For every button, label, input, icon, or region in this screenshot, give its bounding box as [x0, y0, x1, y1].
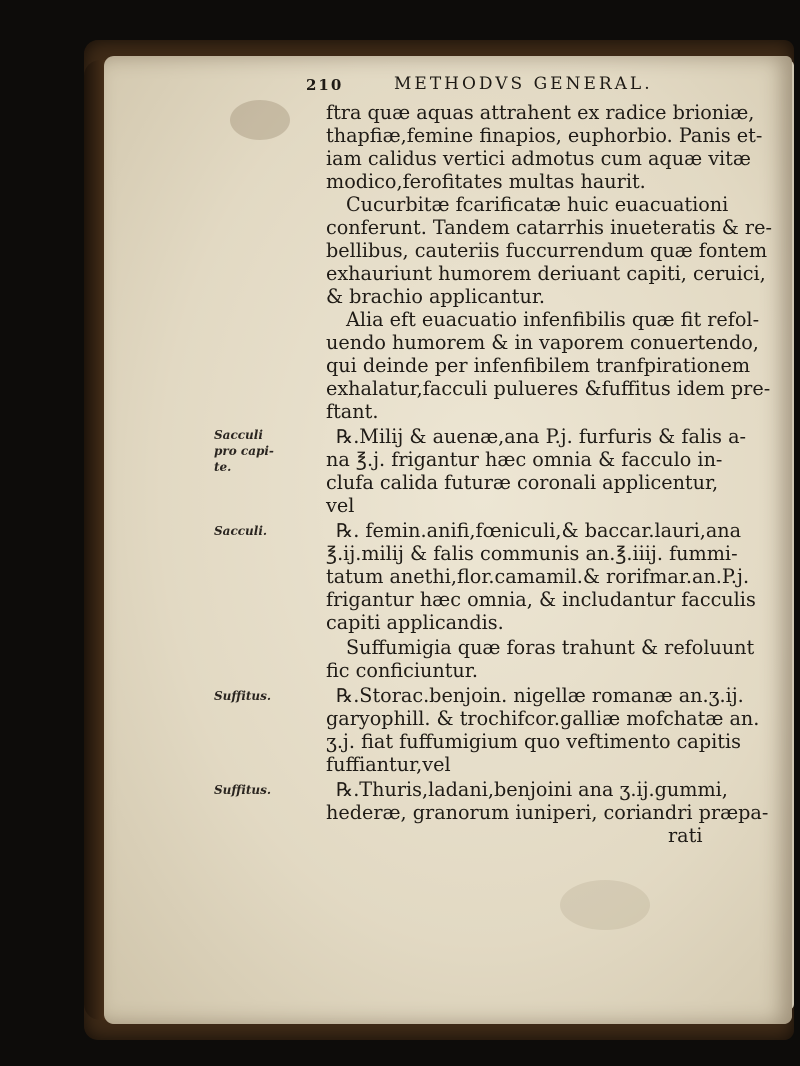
paper-stain	[230, 100, 290, 140]
text-line: rati	[668, 824, 703, 847]
text-line: qui deinde per infenfibilem tranfpirationem	[326, 354, 751, 377]
text-line: tatum anethi,flor.camamil.& rorifmar.an.P.j.	[326, 565, 750, 588]
text-line: ℞.Milij & auenæ,ana P.j. furfuris & falis a-	[336, 425, 747, 448]
text-line: vel	[326, 494, 355, 517]
text-line: ℥.ij.milij & falis communis an.℥.iiij. fummi-	[326, 542, 738, 565]
margin-note: Sacculi	[214, 428, 263, 442]
text-line: iam calidus vertici admotus cum aquæ vitæ	[326, 147, 751, 170]
page-header	[302, 72, 742, 100]
text-line: bellibus, cauteriis fuccurrendum quæ fontem	[326, 239, 768, 262]
text-line: capiti applicandis.	[326, 611, 504, 634]
margin-note: Suffitus.	[214, 689, 272, 703]
text-line: Alia eft euacuatio infenfibilis quæ fit refol-	[346, 308, 760, 331]
text-line: fuffiantur,vel	[326, 753, 451, 776]
text-line: & brachio applicantur.	[326, 285, 546, 308]
text-line: uendo humorem & in vaporem conuertendo,	[326, 331, 759, 354]
text-line: na ℥.j. frigantur hæc omnia & facculo in-	[326, 448, 723, 471]
text-line: ℞.Storac.benjoin. nigellæ romanæ an.ʒ.ij.	[336, 684, 744, 707]
margin-note: Sacculi.	[214, 524, 268, 538]
text-line: ftant.	[326, 400, 379, 423]
text-line: conferunt. Tandem catarrhis inueteratis & re-	[326, 216, 772, 239]
text-line: clufa calida futuræ coronali applicentur,	[326, 471, 719, 494]
text-line: exhauriunt humorem deriuant capiti, ceruici,	[326, 262, 766, 285]
text-line: ʒ.j. fiat fuffumigium quo veftimento capitis	[326, 730, 741, 753]
text-line: fic conficiuntur.	[326, 659, 478, 682]
text-line: garyophill. & trochifcor.galliæ mofchatæ an.	[326, 707, 760, 730]
text-line: thapfiæ,femine finapios, euphorbio. Panis et-	[326, 124, 763, 147]
running-title: METHODVS GENERAL.	[394, 74, 653, 94]
text-line: hederæ, granorum iuniperi, coriandri præpa-	[326, 801, 769, 824]
text-line: ℞.Thuris,ladani,benjoini ana ʒ.ij.gummi,	[336, 778, 728, 801]
paper-stain	[560, 880, 650, 930]
page-number: 210	[306, 76, 344, 94]
text-line: exhalatur,facculi pulueres &fuffitus idem pre-	[326, 377, 771, 400]
margin-note: pro capi-	[214, 444, 274, 458]
text-line: Suffumigia quæ foras trahunt & refoluunt	[346, 636, 755, 659]
text-line: Cucurbitæ fcarificatæ huic euacuationi	[346, 193, 729, 216]
text-line: ftra quæ aquas attrahent ex radice brioniæ,	[326, 101, 755, 124]
text-line: frigantur hæc omnia, & includantur facculis	[326, 588, 756, 611]
text-line: modico,ferofitates multas haurit.	[326, 170, 646, 193]
margin-note: Suffitus.	[214, 783, 272, 797]
text-line: ℞. femin.anifi,fœniculi,& baccar.lauri,ana	[336, 519, 742, 542]
margin-note: te.	[214, 460, 232, 474]
